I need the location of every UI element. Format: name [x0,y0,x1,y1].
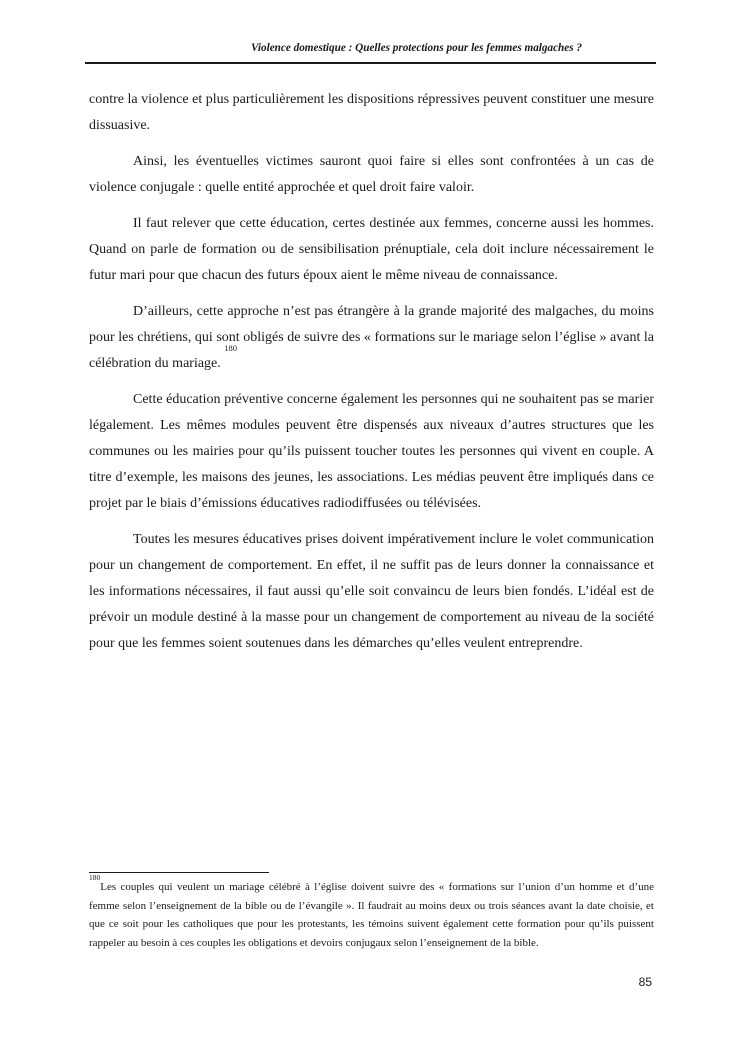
paragraph-6-text: Toutes les mesures éducatives prises doivent impérativement inclure le volet communication pour un changement de comportement. En effet, il ne suffit pas de leurs donner la connaissance et les informations nécessaires, il faut aussi qu’elle soit convaincu de leurs bien fondés. L’idéal est de prévoir un module destiné à la masse pour un changement de comportement au niveau de la société pour que les femmes soient soutenues dans les démarches qu’elles veulent entreprendre. [89,532,654,651]
footnote [89,873,654,952]
paragraph-1-text: contre la violence et plus particulièrement les dispositions répressives peuvent constituer une mesure dissuasive. [89,92,654,133]
paragraph-6 [89,527,654,657]
paragraph-5-text: Cette éducation préventive concerne également les personnes qui ne souhaitent pas se marier légalement. Les mêmes modules peuvent être dispensés aux niveaux d’autres structures que les communes ou les mairies pour qu’ils puissent toucher toutes les personnes qui vivent en couple. A titre d’exemple, les maisons des jeunes, les associations. Les médias peuvent être impliqués dans ce projet par le biais d’émissions éducatives radiodiffusées ou télévisées. [89,392,654,511]
footnote-text: Les couples qui veulent un mariage célébré à l’église doivent suivre des « formations sur l’union d’un homme et d’une femme selon l’enseignement de la bible ou de l’évangile ». Il faudrait au moins deux ou trois séances avant la date choisie, et que ce soit pour les catholiques que pour les protestants, les témoins suivent également cette formation pour qu’ils puissent rappeler au besoin à ces couples les obligations et devoirs conjugaux selon l’enseignement de la bible. [89,881,654,949]
header-rule [85,62,656,64]
footnote-number: 180 [89,873,101,882]
paragraph-4 [89,299,654,377]
page-number: 85 [638,975,652,989]
paragraph-1 [89,87,654,139]
body-text [89,87,654,667]
footnote-separator [89,872,269,873]
paragraph-5 [89,387,654,517]
paragraph-2 [89,149,654,201]
paragraph-2-text: Ainsi, les éventuelles victimes sauront quoi faire si elles sont confrontées à un cas de violence conjugale : quelle entité approchée et quel droit faire valoir. [89,154,654,195]
footnote-reference[interactable]: 180 [224,343,238,353]
running-header-title: Violence domestique : Quelles protections pour les femmes malgaches ? [251,42,582,54]
paragraph-4-text: D’ailleurs, cette approche n’est pas étrangère à la grande majorité des malgaches, du moins pour les chrétiens, qui sont obligés de suivre des « formations sur le mariage selon l’église » avant la célébration du mariage. [89,304,654,371]
paragraph-3-text: Il faut relever que cette éducation, certes destinée aux femmes, concerne aussi les hommes. Quand on parle de formation ou de sensibilisation prénuptiale, cela doit inclure nécessairement le futur mari pour que chacun des futurs époux aient le même niveau de connaissance. [89,216,654,283]
paragraph-3 [89,211,654,289]
